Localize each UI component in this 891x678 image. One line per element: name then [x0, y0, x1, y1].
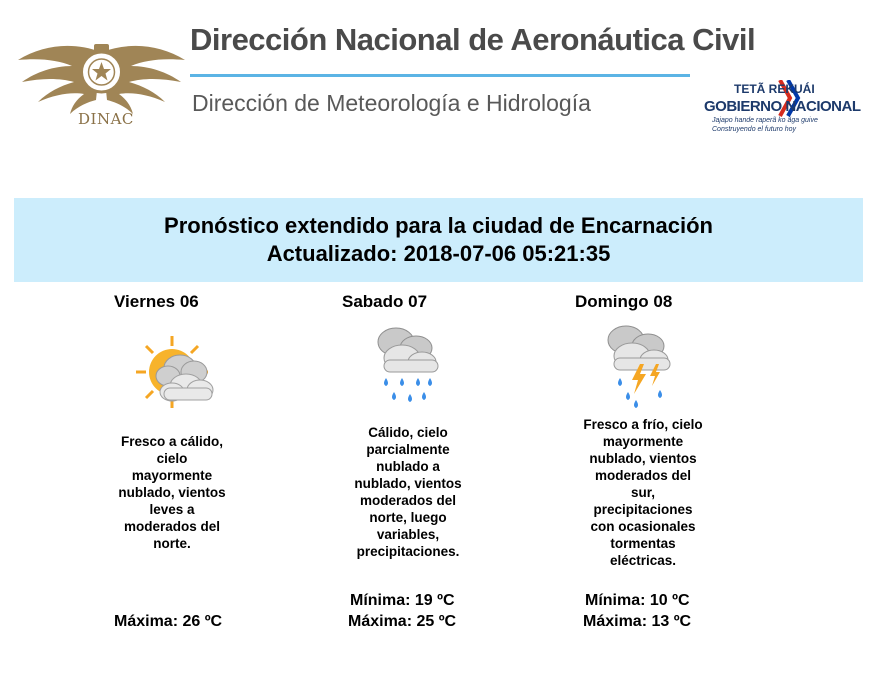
gobierno-nacional-logo	[700, 80, 860, 140]
thunderstorm-cloud-icon	[602, 320, 676, 410]
max-temperature: Máxima: 25 ºC	[348, 613, 457, 630]
forecast-banner	[14, 198, 863, 282]
sun-cloud-icon	[128, 332, 220, 412]
page-header	[0, 0, 891, 160]
forecast-description: Fresco a cálido, cielo mayormente nublado, vientos leves a moderados del norte.	[118, 434, 226, 551]
min-temperature: Mínima: 19 ºC	[350, 592, 455, 609]
max-temperature: Máxima: 13 ºC	[583, 613, 692, 630]
day-name-domingo: Domingo 08	[575, 292, 673, 311]
title-divider	[190, 74, 690, 77]
day-name-viernes: Viernes 06	[114, 292, 199, 311]
org-title: Dirección Nacional de Aeronáutica Civil	[190, 22, 756, 57]
dinac-logo-text: DINAC	[78, 110, 134, 128]
org-subtitle: Dirección de Meteorología e Hidrología	[192, 90, 591, 116]
gov-slogan-spanish: Construyendo el futuro hoy	[712, 126, 797, 133]
max-temperature: Máxima: 26 ºC	[114, 613, 223, 630]
forecast-description: Cálido, cielo parcialmente nublado a nublado, vientos moderados del norte, luego variables, precipitaciones.	[354, 425, 462, 559]
gov-slogan-guarani: Jajapo hande raperã ko ãga guive	[712, 117, 818, 124]
rain-cloud-icon	[372, 322, 444, 408]
min-temperature: Mínima: 10 ºC	[585, 592, 690, 609]
gov-line-1: TETÃ REKUÁI	[734, 82, 815, 96]
forecast-title: Pronóstico extendido para la ciudad de Encarnación	[164, 213, 713, 238]
forecast-updated-timestamp: Actualizado: 2018-07-06 05:21:35	[266, 241, 611, 266]
gov-line-2: GOBIERNO NACIONAL	[704, 98, 861, 115]
forecast-description: Fresco a frío, cielo mayormente nublado, vientos moderados del sur, precipitaciones con ocasionales tormentas eléctricas.	[583, 417, 703, 568]
day-name-sabado: Sabado 07	[342, 292, 428, 311]
